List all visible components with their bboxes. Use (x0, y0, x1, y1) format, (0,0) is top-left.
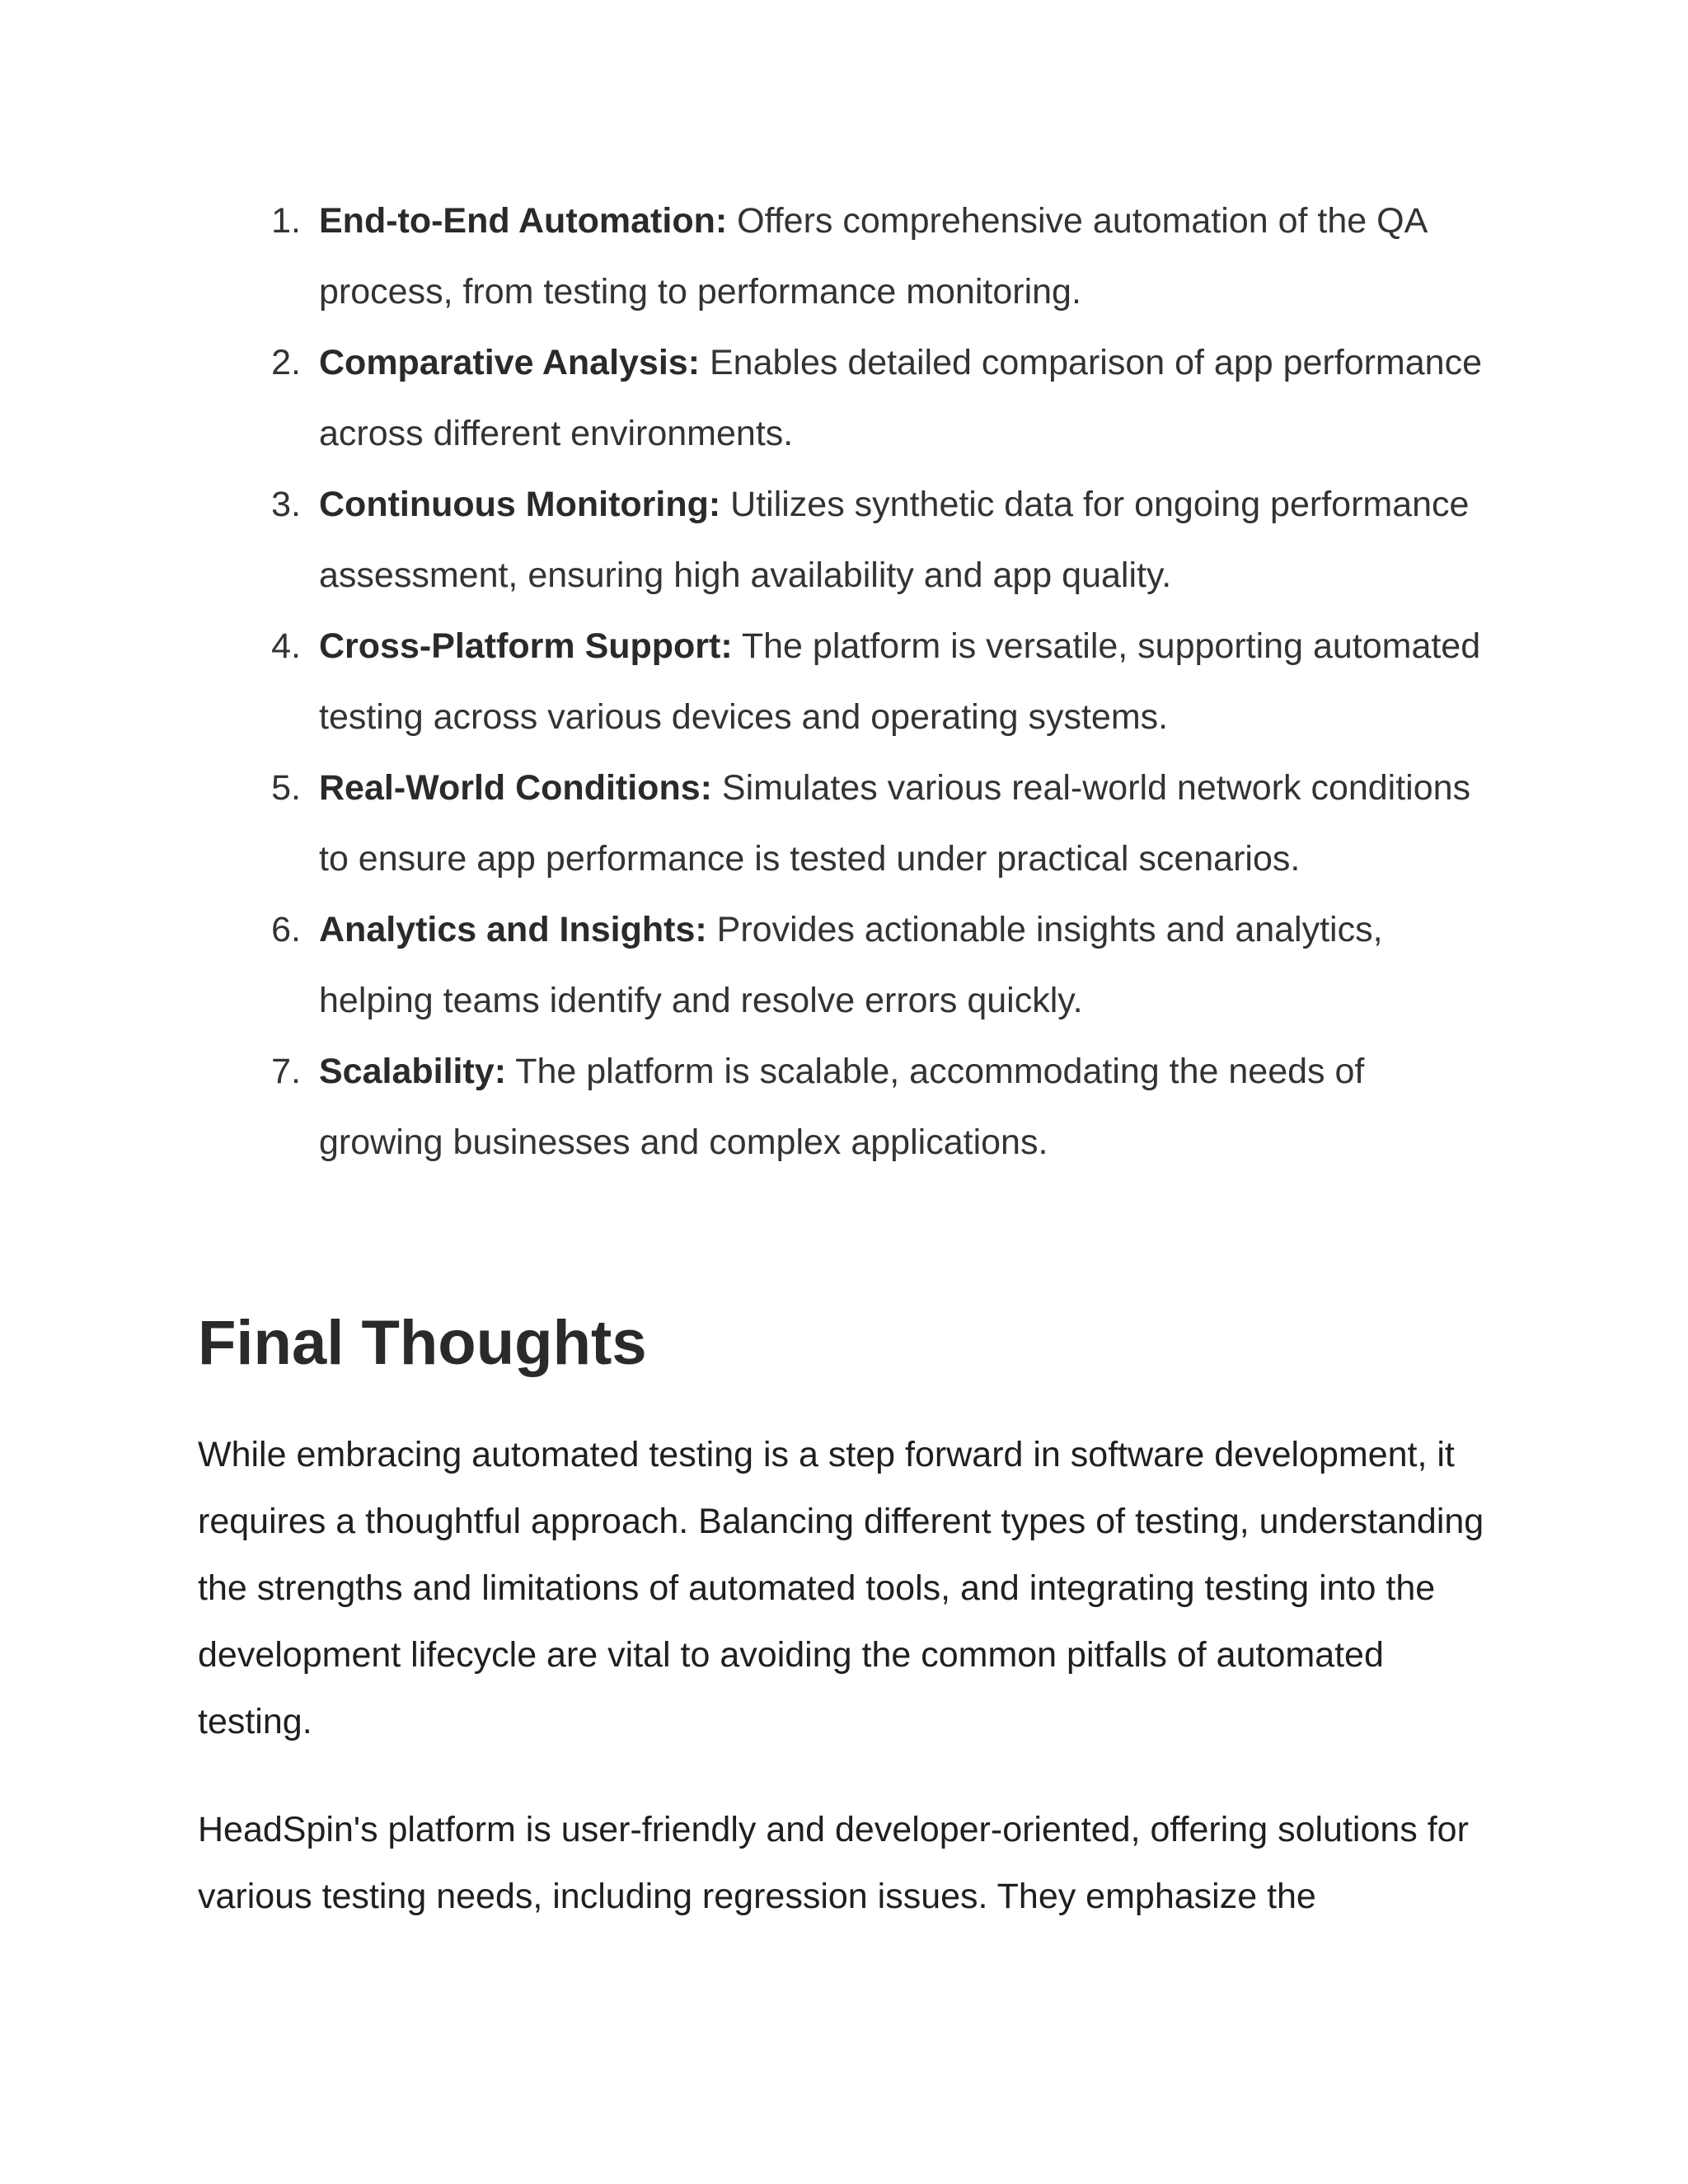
list-item (198, 611, 1484, 752)
list-number: 3. (271, 485, 301, 524)
feature-description: Provides actionable insights and analytics, helping teams identify and resolve errors quickly. (319, 910, 1383, 1020)
feature-description: Offers comprehensive automation of the QA process, from testing to performance monitoring. (319, 201, 1426, 312)
list-number: 4. (271, 626, 301, 666)
list-item (198, 894, 1484, 1036)
feature-term: Real-World Conditions: (319, 768, 712, 808)
list-item (198, 1036, 1484, 1178)
feature-description: The platform is versatile, supporting automated testing across various devices and operating systems. (319, 626, 1481, 737)
list-number: 1. (271, 201, 301, 241)
list-number: 6. (271, 910, 301, 949)
feature-description: Enables detailed comparison of app performance across different environments. (319, 343, 1482, 453)
feature-description: Simulates various real-world network conditions to ensure app performance is tested under practical scenarios. (319, 768, 1471, 879)
feature-description: Utilizes synthetic data for ongoing performance assessment, ensuring high availability and app quality. (319, 485, 1470, 595)
list-item (198, 752, 1484, 894)
feature-term: Comparative Analysis: (319, 343, 701, 382)
feature-term: End-to-End Automation: (319, 201, 728, 241)
list-number: 7. (271, 1052, 301, 1091)
paragraph: HeadSpin's platform is user-friendly and developer-oriented, offering solutions for various testing needs, including regression issues. They emphasize the (198, 1810, 1469, 1916)
list-number: 5. (271, 768, 301, 808)
feature-term: Cross-Platform Support: (319, 626, 733, 666)
section-heading: Final Thoughts (198, 1308, 647, 1378)
feature-term: Scalability: (319, 1052, 507, 1091)
list-item (198, 185, 1484, 327)
list-item (198, 327, 1484, 469)
feature-term: Analytics and Insights: (319, 910, 707, 949)
feature-list (198, 185, 1484, 1178)
paragraph: While embracing automated testing is a step forward in software development, it requires a thoughtful approach. Balancing different types of testing, understanding the strengths and limitations of automated tools, and integrating testing into the development lifecycle are vital to avoiding the common pitfalls of automated testing. (198, 1435, 1484, 1741)
list-number: 2. (271, 343, 301, 382)
list-item (198, 469, 1484, 611)
feature-term: Continuous Monitoring: (319, 485, 721, 524)
feature-description: The platform is scalable, accommodating the needs of growing businesses and complex applications. (319, 1052, 1365, 1162)
